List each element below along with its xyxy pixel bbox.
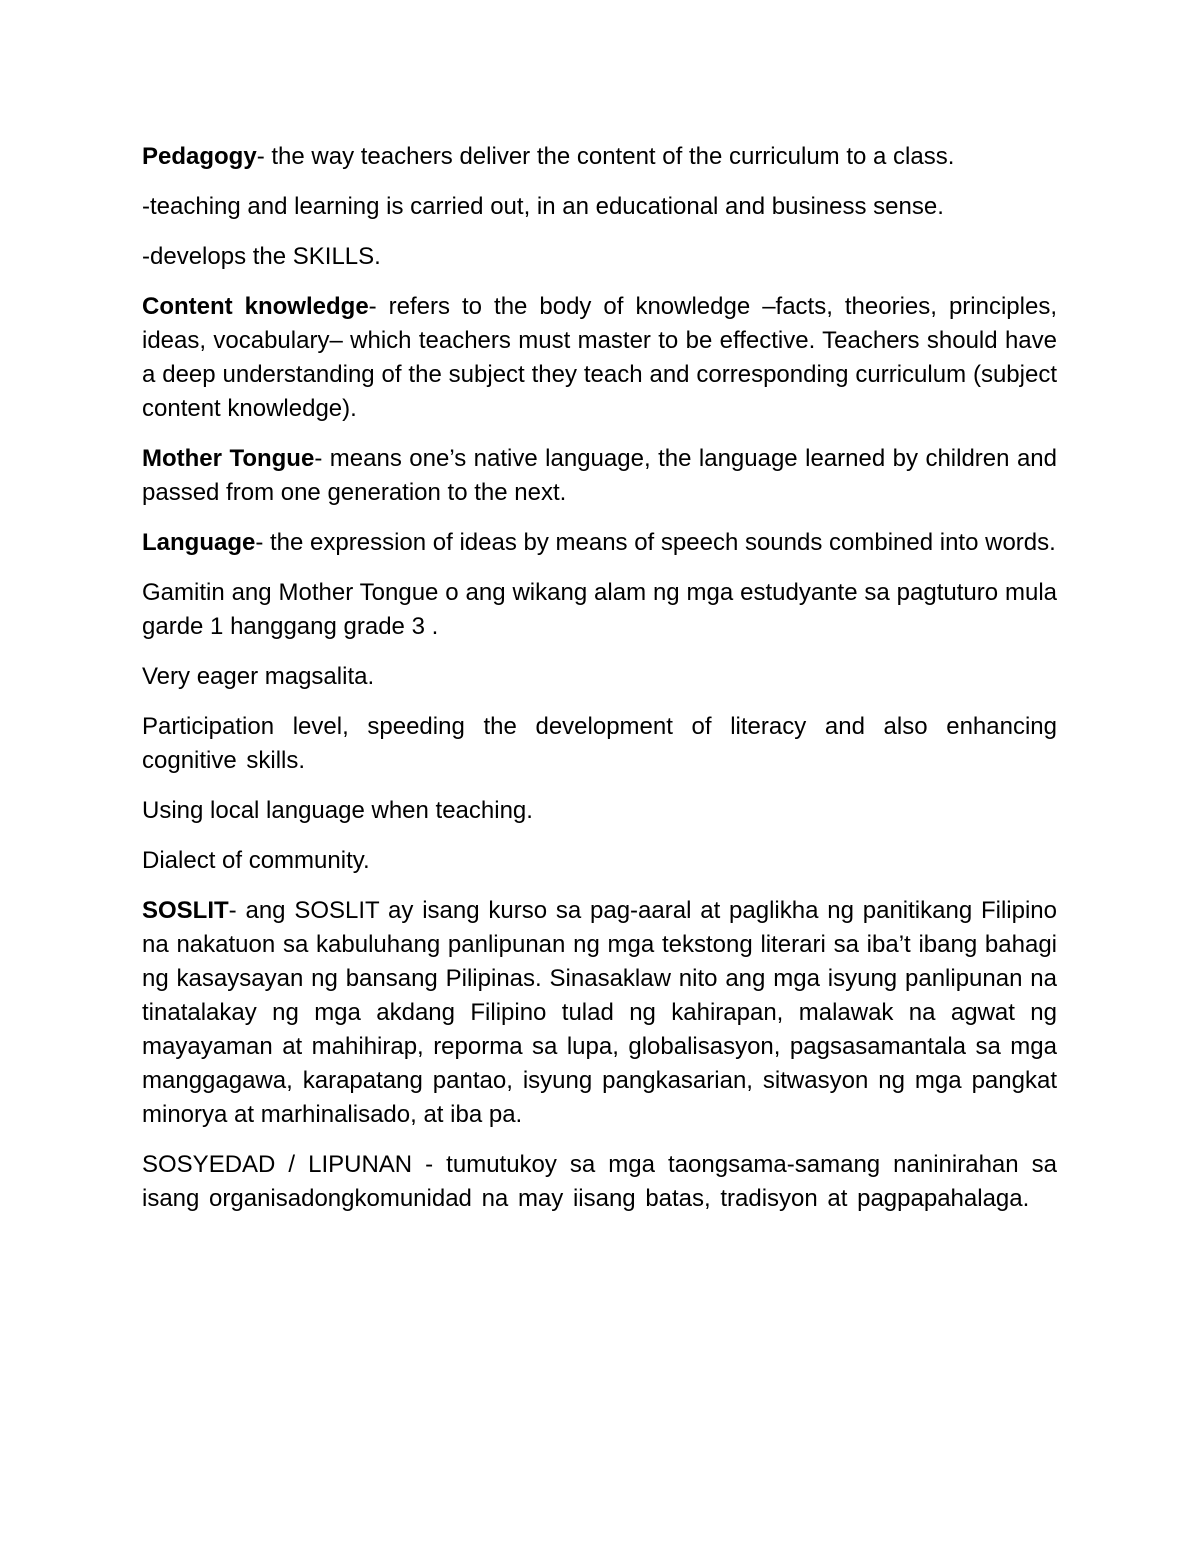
paragraph-gamitin — [142, 576, 1057, 644]
definition-pedagogy: - the way teachers deliver the content of the curriculum to a class. — [256, 143, 955, 170]
term-language: Language — [142, 529, 256, 556]
paragraph-text: Very eager magsalita. — [142, 663, 375, 690]
definition-mother-tongue: - means one’s native language, the language learned by children and passed from one generation to the next. — [142, 445, 1057, 506]
paragraph-sosyedad — [142, 1148, 1057, 1216]
paragraph-pedagogy — [142, 140, 1057, 174]
term-soslit: SOSLIT — [142, 897, 229, 924]
paragraph-teaching-learning — [142, 190, 1057, 224]
paragraph-text: Dialect of community. — [142, 847, 370, 874]
paragraph-text: Gamitin ang Mother Tongue o ang wikang alam ng mga estudyante sa pagtuturo mula garde 1 hanggang grade 3 . — [142, 579, 1057, 640]
paragraph-participation — [142, 710, 1057, 778]
paragraph-dialect — [142, 844, 1057, 878]
document-body — [142, 140, 1057, 1232]
paragraph-mother-tongue — [142, 442, 1057, 510]
term-content-knowledge: Content knowledge — [142, 293, 369, 320]
paragraph-text: SOSYEDAD / LIPUNAN - tumutukoy sa mga taongsama-samang naninirahan sa isang organisadongkomunidad na may iisang batas, tradisyon at pagpapahalaga. — [142, 1151, 1057, 1212]
term-mother-tongue: Mother Tongue — [142, 445, 315, 472]
paragraph-local-language — [142, 794, 1057, 828]
definition-soslit: - ang SOSLIT ay isang kurso sa pag-aaral at paglikha ng panitikang Filipino na nakatuon sa kabuluhang panlipunan ng mga tekstong literari sa iba’t ibang bahagi ng kasaysayan ng bansang Pilipinas. Sinasaklaw nito ang mga isyung panlipunan na tinatalakay ng mga akdang Filipino tulad ng kahirapan, malawak na agwat ng mayayaman at mahihirap, reporma sa lupa, globalisasyon, pagsasamantala sa mga manggagawa, karapatang pantao, isyung pangkasarian, sitwasyon ng mga pangkat minorya at marhinalisado, at iba pa. — [142, 897, 1057, 1128]
paragraph-text: -teaching and learning is carried out, in an educational and business sense. — [142, 193, 944, 220]
definition-content-knowledge: - refers to the body of knowledge –facts, theories, principles, ideas, vocabulary– which teachers must master to be effective. Teachers should have a deep understanding of the subject they teach and corresponding curriculum (subject content knowledge). — [142, 293, 1057, 422]
paragraph-soslit — [142, 894, 1057, 1132]
paragraph-develops-skills — [142, 240, 1057, 274]
definition-language: - the expression of ideas by means of speech sounds combined into words. — [255, 529, 1056, 556]
term-pedagogy: Pedagogy — [142, 143, 257, 170]
paragraph-language — [142, 526, 1057, 560]
paragraph-text: Using local language when teaching. — [142, 797, 533, 824]
paragraph-content-knowledge — [142, 290, 1057, 426]
paragraph-very-eager — [142, 660, 1057, 694]
paragraph-text: Participation level, speeding the development of literacy and also enhancing cognitive skills. — [142, 713, 1057, 774]
paragraph-text: -develops the SKILLS. — [142, 243, 381, 270]
